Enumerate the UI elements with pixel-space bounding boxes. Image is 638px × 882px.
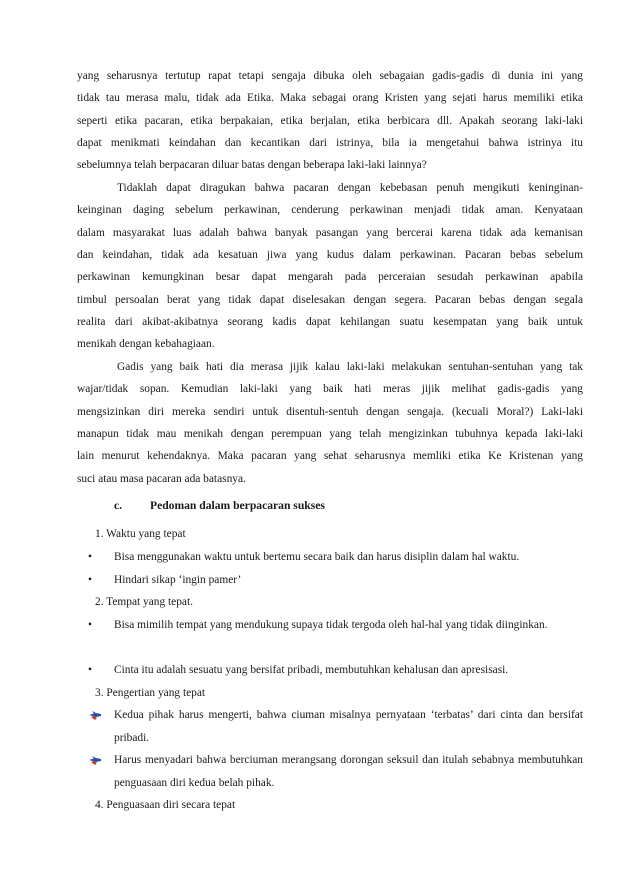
paragraph-line: tidak tau merasa malu, tidak ada Etika. Maka sebagai orang Kristen yang sejati harus memiliki etika	[77, 92, 583, 105]
paragraph-line: perkawinan kemungkinan besar dapat mengarah pada perceraian sesudah perkawinan apabila	[77, 271, 583, 284]
list-item-text: Hindari sikap ‘ingin pamer’	[114, 574, 242, 586]
paragraph-line: lain menurut kehendaknya. Maka pacaran yang sehat seharusnya memliki etika Ke Kristenan yang	[77, 450, 583, 463]
bullet-icon: •	[88, 551, 92, 563]
paragraph-3	[77, 356, 583, 490]
list-item	[88, 546, 583, 569]
paragraph-line: mengsizinkan diri mereka sendiri untuk disentuh-sentuh dengan sengaja. (kecuali Moral?) Laki-laki	[77, 405, 583, 418]
paragraph-line: seperti etika pacaran, etika berpakaian, etika berjalan, etika berbicara dll. Apakah seorang laki-laki	[77, 114, 583, 127]
list-item-text: Kedua pihak harus mengerti, bahwa ciuman misalnya pernyataan ‘terbatas’ dari cinta dan bersifat pribadi.	[114, 709, 583, 744]
list-item-text: Cinta itu adalah sesuatu yang bersifat pribadi, membutuhkan kehalusan dan apresisasi.	[114, 664, 509, 676]
numbered-item-3: 3. Pengertian yang tepat	[95, 687, 206, 699]
paragraph-line: realita dari akibat-akibatnya seorang kadis dapat kehilangan suatu kesempatan yang baik untuk	[77, 316, 583, 329]
paragraph-1	[77, 65, 583, 177]
paragraph-2	[77, 177, 583, 356]
paragraph-line: sebelumnya telah berpacaran diluar batas dengan beberapa laki-laki lainnya?	[77, 159, 427, 172]
numbered-item-4: 4. Penguasaan diri secara tepat	[95, 799, 236, 811]
bullet-icon: •	[88, 619, 92, 631]
section-letter: c.	[114, 499, 123, 512]
paragraph-line: dan keindahan, tidak ada kesatuan jiwa yang kudus dalam perkawinan. Pacaran bebas sebelum	[77, 249, 583, 262]
paragraph-line: keinginan daging sebelum perkawinan, cenderung perkawinan menjadi tidak aman. Kenyataan	[77, 204, 583, 217]
paragraph-line: timbul persoalan berat yang tidak dapat diselesakan dengan segera. Pacaran bebas dengan segala	[77, 293, 583, 306]
bullet-icon: •	[88, 664, 92, 676]
paragraph-line: Tidaklah dapat diragukan bahwa pacaran dengan kebebasan penuh mengikuti keninginan-	[117, 182, 583, 194]
list-item	[88, 749, 583, 794]
section-title: Pedoman dalam berpacaran sukses	[150, 499, 325, 512]
paragraph-line: manapun tidak mau menikah dengan perempuan yang telah mengizinkan tubuhnya kepada laki-laki	[77, 428, 583, 441]
list-item	[88, 704, 583, 749]
paragraph-line: wajar/tidak sopan. Kemudian laki-laki yang baik hati meras jijik melihat gadis-gadis yang	[77, 383, 583, 396]
paragraph-line: suci atau masa pacaran ada batasnya.	[77, 472, 246, 485]
pointing-hand-icon	[88, 753, 102, 767]
paragraph-line: yang seharusnya tertutup rapat tetapi sengaja dibuka oleh sebagaian gadis-gadis di dunia ini yang	[77, 70, 583, 82]
list-item-text: Harus menyadari bahwa berciuman merangsang dorongan seksuil dan itulah sebabnya membutuhkan penguasaan diri kedua belah pihak.	[114, 754, 583, 789]
paragraph-line: menikah dengan kebahagiaan.	[77, 338, 215, 351]
numbered-item-2: 2. Tempat yang tepat.	[95, 596, 193, 608]
list-item	[88, 569, 583, 592]
bullet-icon: •	[88, 574, 92, 586]
paragraph-line: dalam masyarakat luas adalah bahwa banyak pasangan yang bercerai karena tidak ada kemanisan	[77, 226, 583, 239]
pointing-hand-icon	[88, 708, 102, 722]
list-item-text: Bisa mimilih tempat yang mendukung supaya tidak tergoda oleh hal-hal yang tidak diinginkan.	[114, 619, 548, 631]
paragraph-line: dapat menikmati keindahan dan kecantikan dari istrinya, bila ia mengetahui bahwa istrinya itu	[77, 137, 583, 150]
list-item	[88, 659, 583, 682]
section-heading	[114, 499, 325, 512]
paragraph-line: Gadis yang baik hati dia merasa jijik kalau laki-laki melakukan sentuhan-sentuhan yang tak	[117, 361, 583, 373]
list-item	[88, 614, 583, 637]
numbered-item-1: 1. Waktu yang tepat	[95, 528, 186, 540]
list-item-text: Bisa menggunakan waktu untuk bertemu secara baik dan harus disiplin dalam hal waktu.	[114, 551, 520, 563]
